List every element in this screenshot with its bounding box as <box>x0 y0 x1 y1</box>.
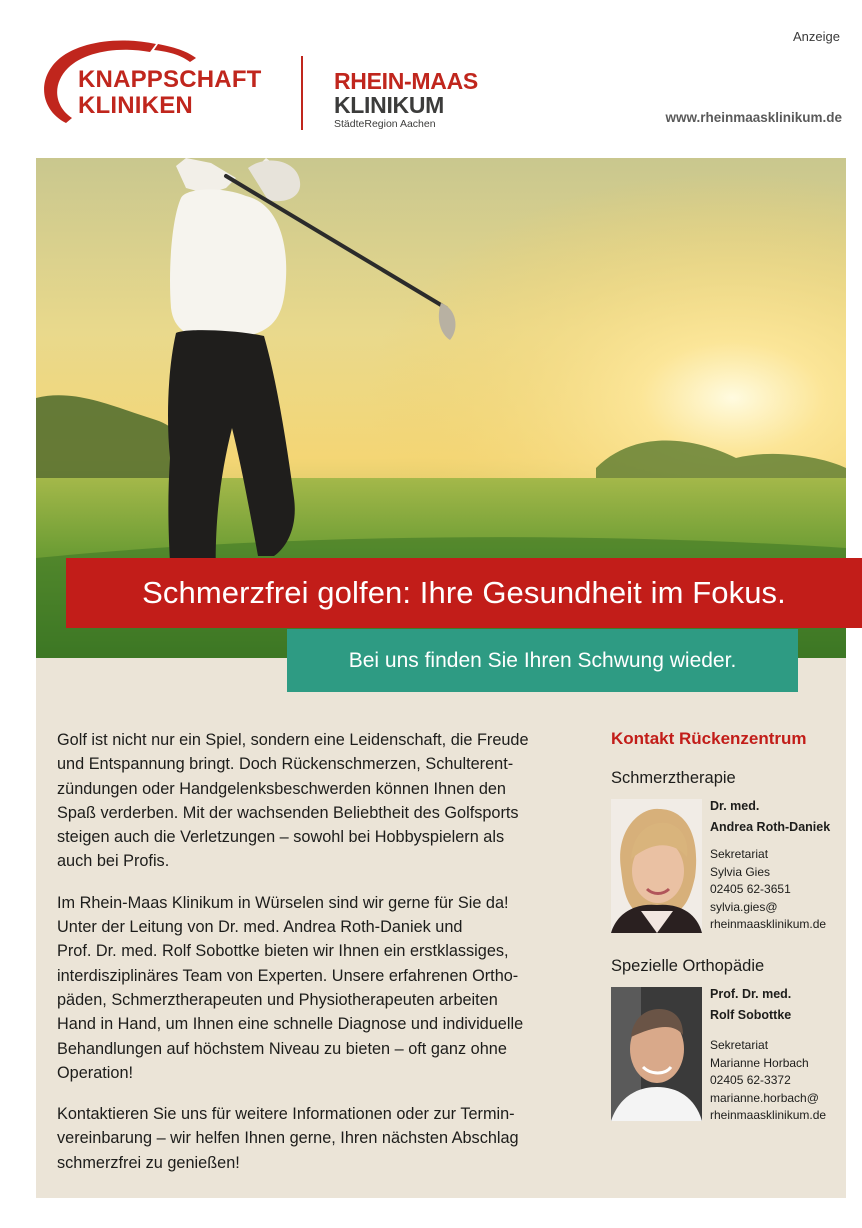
body-line: Im Rhein-Maas Klinikum in Würselen sind wir gerne für Sie da! <box>57 893 509 912</box>
body-paragraph <box>57 891 587 1085</box>
rhein-maas-logo-line2: KLINIKUM <box>334 92 445 118</box>
ad-label: Anzeige <box>793 29 840 44</box>
subline: Bei uns finden Sie Ihren Schwung wieder. <box>348 648 737 672</box>
headline: Schmerzfrei golfen: Ihre Gesundheit im Fokus. <box>142 575 786 610</box>
body-line: Golf ist nicht nur ein Spiel, sondern eine Leidenschaft, die Freude <box>57 731 529 749</box>
doctor-photo-sobottke <box>611 987 702 1121</box>
body-line: Behandlungen auf höchstem Niveau zu bieten – oft ganz ohne <box>57 1039 507 1058</box>
email-schmerztherapie-line2[interactable]: rheinmaasklinikum.de <box>710 917 827 932</box>
body-line: Unter der Leitung von Dr. med. Andrea Roth-Daniek und <box>57 918 463 937</box>
secretariat-schmerztherapie: Sekretariat Sylvia Gies 02405 62-3651 sylvia.gies@ rheinmaasklinikum.de <box>710 846 826 934</box>
rhein-maas-logo-line3: StädteRegion Aachen <box>334 118 436 130</box>
body-line: schmerzfrei zu genießen! <box>57 1153 240 1172</box>
headline-banner <box>66 558 862 628</box>
body-line: auch bei Profis. <box>57 852 170 871</box>
body-paragraph <box>57 728 587 874</box>
subline-banner <box>287 629 798 692</box>
body-line: vereinbarung – wir helfen Ihnen gerne, Ihren nächsten Abschlag <box>57 1129 519 1148</box>
section-title-schmerztherapie: Schmerztherapie <box>611 769 736 787</box>
body-text <box>57 728 587 1192</box>
knappschaft-logo-line1: KNAPPSCHAFT <box>78 66 262 93</box>
doctor-photo-roth-daniek <box>611 799 702 933</box>
phone-schmerztherapie[interactable]: 02405 62-3651 <box>710 882 791 897</box>
body-line: päden, Schmerztherapeuten und Physiotherapeuten arbeiten <box>57 990 498 1009</box>
body-line: Operation! <box>57 1063 134 1082</box>
doctor-name-sobottke: Prof. Dr. med. Rolf Sobottke <box>710 987 792 1022</box>
body-line: zündungen oder Handgelenksbeschwerden können Ihnen den <box>57 779 506 798</box>
body-line: steigen auch die Verletzungen – sowohl bei Hobbyspielern als <box>57 828 505 847</box>
body-paragraph <box>57 1102 587 1175</box>
body-line: Kontaktieren Sie uns für weitere Informationen oder zur Termin- <box>57 1105 515 1124</box>
knappschaft-logo-line2: KLINIKEN <box>78 92 193 119</box>
email-orthopaedie-line2[interactable]: rheinmaasklinikum.de <box>710 1108 827 1123</box>
rhein-maas-logo-line1: RHEIN-MAAS <box>334 68 478 94</box>
body-line: und Entspannung bringt. Doch Rückenschmerzen, Schulterent- <box>57 755 514 774</box>
body-line: Spaß verderben. Mit der wachsenden Beliebtheit des Golfsports <box>57 803 519 822</box>
body-line: Prof. Dr. med. Rolf Sobottke bieten wir Ihnen ein erstklassiges, <box>57 942 509 961</box>
secretariat-orthopaedie: Sekretariat Marianne Horbach 02405 62-3372 marianne.horbach@ rheinmaasklinikum.de <box>710 1037 826 1125</box>
knappschaft-logo[interactable] <box>38 38 278 130</box>
logo-divider <box>301 56 303 130</box>
body-line: Hand in Hand, um Ihnen eine schnelle Diagnose und individuelle <box>57 1015 524 1034</box>
rhein-maas-logo[interactable] <box>334 69 478 130</box>
email-schmerztherapie-line1[interactable]: sylvia.gies@ <box>710 899 778 914</box>
phone-orthopaedie[interactable]: 02405 62-3372 <box>710 1073 791 1088</box>
website-link[interactable]: www.rheinmaasklinikum.de <box>665 110 842 125</box>
email-orthopaedie-line1[interactable]: marianne.horbach@ <box>710 1090 819 1105</box>
body-line: interdisziplinäres Team von Experten. Unsere erfahrenen Ortho- <box>57 966 519 985</box>
section-title-orthopaedie: Spezielle Orthopädie <box>611 957 765 975</box>
contact-title: Kontakt Rückenzentrum <box>611 729 807 748</box>
doctor-name-roth-daniek: Dr. med. Andrea Roth-Daniek <box>710 799 831 834</box>
